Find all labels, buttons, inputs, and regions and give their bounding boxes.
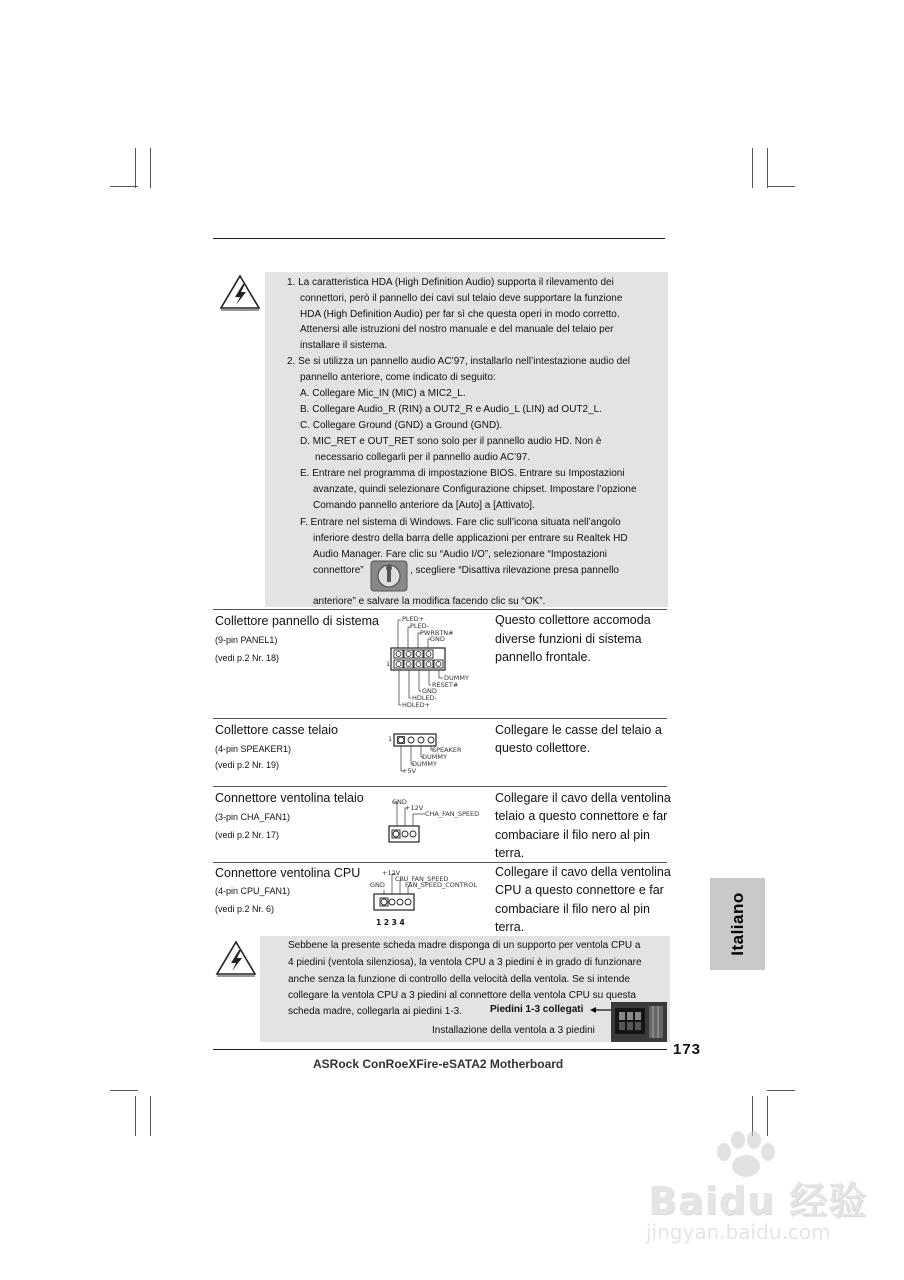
pin-label: RESET# [432, 681, 459, 689]
note-line: B. Collegare Audio_R (RIN) a OUT2_R e Audio_L (LIN) ad OUT2_L. [300, 404, 602, 415]
note-line: anteriore” e salvare la modifica facendo clic su “OK”. [313, 596, 546, 607]
note-line: scheda madre, collegarla ai piedini 1-3. [288, 1006, 462, 1017]
note-line: connettore” [313, 565, 364, 576]
connector-desc-line: terra. [495, 846, 525, 860]
crop-mark [767, 148, 768, 188]
note-line: Audio Manager. Fare clic su “Audio I/O”, selezionare “Impostazioni [313, 549, 608, 560]
watermark-brand: Baidu 经验 [648, 1179, 868, 1223]
pin-label: +5V [402, 767, 417, 775]
row-divider [213, 718, 667, 719]
pin-label: +12V [382, 869, 401, 877]
note-line: Sebbene la presente scheda madre disponga di un supporto per ventola CPU a [288, 940, 641, 951]
footer-product: ASRock ConRoeXFire-eSATA2 Motherboard [313, 1057, 564, 1071]
connector-desc-line: Collegare il cavo della ventolina [495, 865, 671, 879]
connector-ref: (vedi p.2 Nr. 19) [215, 760, 280, 770]
crop-mark [767, 186, 795, 187]
crop-mark [110, 186, 138, 187]
crop-mark [150, 1096, 151, 1136]
note-line: E. Entrare nel programma di impostazione BIOS. Entrare su Impostazioni [300, 468, 625, 479]
connector-ref: (vedi p.2 Nr. 18) [215, 653, 280, 663]
pin-label: +12V [405, 804, 424, 812]
crop-mark [110, 1090, 138, 1091]
pin-label: PLED+ [402, 615, 425, 623]
connector-desc-line: combaciare il filo nero al pin [495, 828, 650, 842]
connector-desc-line: Collegare le casse del telaio a [495, 723, 662, 737]
note-line: F. Entrare nel sistema di Windows. Fare clic sull’icona situata nell’angolo [300, 517, 621, 528]
pin-label: GND [430, 635, 445, 643]
pin-label: PWRBTN# [420, 629, 454, 637]
connector-desc-line: diverse funzioni di sistema [495, 632, 642, 646]
warning-icon [214, 938, 258, 978]
pin-label: HDLED+ [402, 701, 431, 709]
note-line: 2. Se si utilizza un pannello audio AC’97, installarlo nell’intestazione audio del [287, 356, 630, 367]
language-tab-label: Italiano [727, 892, 747, 956]
crop-mark [135, 1096, 136, 1136]
page-number: 173 [673, 1041, 702, 1058]
top-rule [213, 238, 665, 239]
note-line: 1. La caratteristica HDA (High Definition Audio) supporta il rilevamento dei [287, 277, 614, 288]
pins-connected-label: Piedini 1-3 collegati [490, 1004, 584, 1015]
pin-label: SPEAKER [432, 746, 462, 754]
connector-title: Collettore casse telaio [215, 723, 338, 737]
note-line: necessario collegarli per il pannello audio AC’97. [315, 452, 531, 463]
pin-label: PLED- [410, 622, 429, 630]
connector-ref: (vedi p.2 Nr. 17) [215, 830, 280, 840]
pin-label: CPU_FAN_SPEED [395, 875, 449, 883]
pin-label: DUMMY [444, 674, 469, 682]
pin-label: GND [392, 798, 407, 806]
connector-desc-line: Collegare il cavo della ventolina [495, 791, 671, 805]
connector-desc-line: combaciare il filo nero al pin [495, 902, 650, 916]
connector-pins: (9-pin PANEL1) [215, 635, 278, 645]
connector-desc-line: questo collettore. [495, 741, 591, 755]
note-line: collegare la ventola CPU a 3 piedini al connettore della ventola CPU su questa [288, 990, 636, 1001]
crop-mark [135, 148, 136, 188]
connector-desc-line: terra. [495, 920, 525, 934]
connector-pins: (3-pin CHA_FAN1) [215, 812, 291, 822]
note-line: installare il sistema. [300, 340, 388, 351]
pin-label: 1 [388, 735, 393, 743]
arrow-left-icon [590, 1005, 612, 1015]
note-line: 4 piedini (ventola silenziosa), la ventola CPU a 3 piedini è in grado di funzionare [288, 957, 642, 968]
note-line: HDA (High Definition Audio) per far sì che questa operi in modo corretto. [300, 309, 620, 320]
note-line: D. MIC_RET e OUT_RET sono solo per il pannello audio HD. Non è [300, 436, 602, 447]
connector-pins: (4-pin CPU_FAN1) [215, 886, 291, 896]
connector-title: Collettore pannello di sistema [215, 614, 379, 628]
watermark [640, 1130, 868, 1250]
row-divider [213, 609, 667, 610]
row-divider [213, 786, 667, 787]
pin-label: 1 [386, 660, 391, 668]
connector-ref: (vedi p.2 Nr. 6) [215, 904, 275, 914]
connector-desc-line: telaio a questo connettore e far [495, 809, 668, 823]
note-line: pannello anteriore, come indicato di seguito: [300, 372, 496, 383]
pin-label: GND [370, 881, 385, 889]
note-line: anche senza la funzione di controllo della velocità della ventola. Se si intende [288, 974, 630, 985]
pin-label: FAN_SPEED_CONTROL [405, 881, 477, 889]
note-line: , scegliere “Disattiva rilevazione presa pannello [410, 565, 619, 576]
pin-label: DUMMY [412, 760, 437, 768]
pin-label: DUMMY [422, 753, 447, 761]
fan-connector-photo [611, 1002, 667, 1042]
warning-icon [218, 272, 262, 312]
connector-desc-line: pannello frontale. [495, 650, 591, 664]
note-line: inferiore destro della barra delle applicazioni per entrare su Realtek HD [313, 533, 628, 544]
pin-numbers: 1 2 3 4 [376, 918, 405, 927]
note-line: avanzate, quindi selezionare Configurazione chipset. Impostare l’opzione [313, 484, 637, 495]
connector-pins: (4-pin SPEAKER1) [215, 744, 292, 754]
pin-label: CHA_FAN_SPEED [425, 810, 480, 818]
fan-caption: Installazione della ventola a 3 piedini [432, 1025, 595, 1036]
connector-settings-icon [370, 560, 408, 592]
crop-mark [150, 148, 151, 188]
crop-mark [767, 1090, 795, 1091]
note-line: C. Collegare Ground (GND) a Ground (GND). [300, 420, 503, 431]
pin-label: HDLED- [412, 694, 437, 702]
connector-desc-line: Questo collettore accomoda [495, 613, 651, 627]
pin-label: GND [422, 687, 437, 695]
note-line: A. Collegare Mic_IN (MIC) a MIC2_L. [300, 388, 466, 399]
connector-title: Connettore ventolina telaio [215, 791, 364, 805]
language-tab [710, 878, 765, 970]
note-line: Attenersi alle istruzioni del nostro manuale e del manuale del telaio per [300, 324, 614, 335]
watermark-url: jingyan.baidu.com [646, 1220, 831, 1244]
bottom-rule [213, 1049, 667, 1050]
crop-mark [752, 148, 753, 188]
connector-title: Connettore ventolina CPU [215, 866, 361, 880]
connector-desc-line: CPU a questo connettore e far [495, 883, 664, 897]
note-line: Comando pannello anteriore da [Auto] a [Attivato]. [313, 500, 535, 511]
note-line: connettori, però il pannello dei cavi sul telaio deve supportare la funzione [300, 293, 623, 304]
